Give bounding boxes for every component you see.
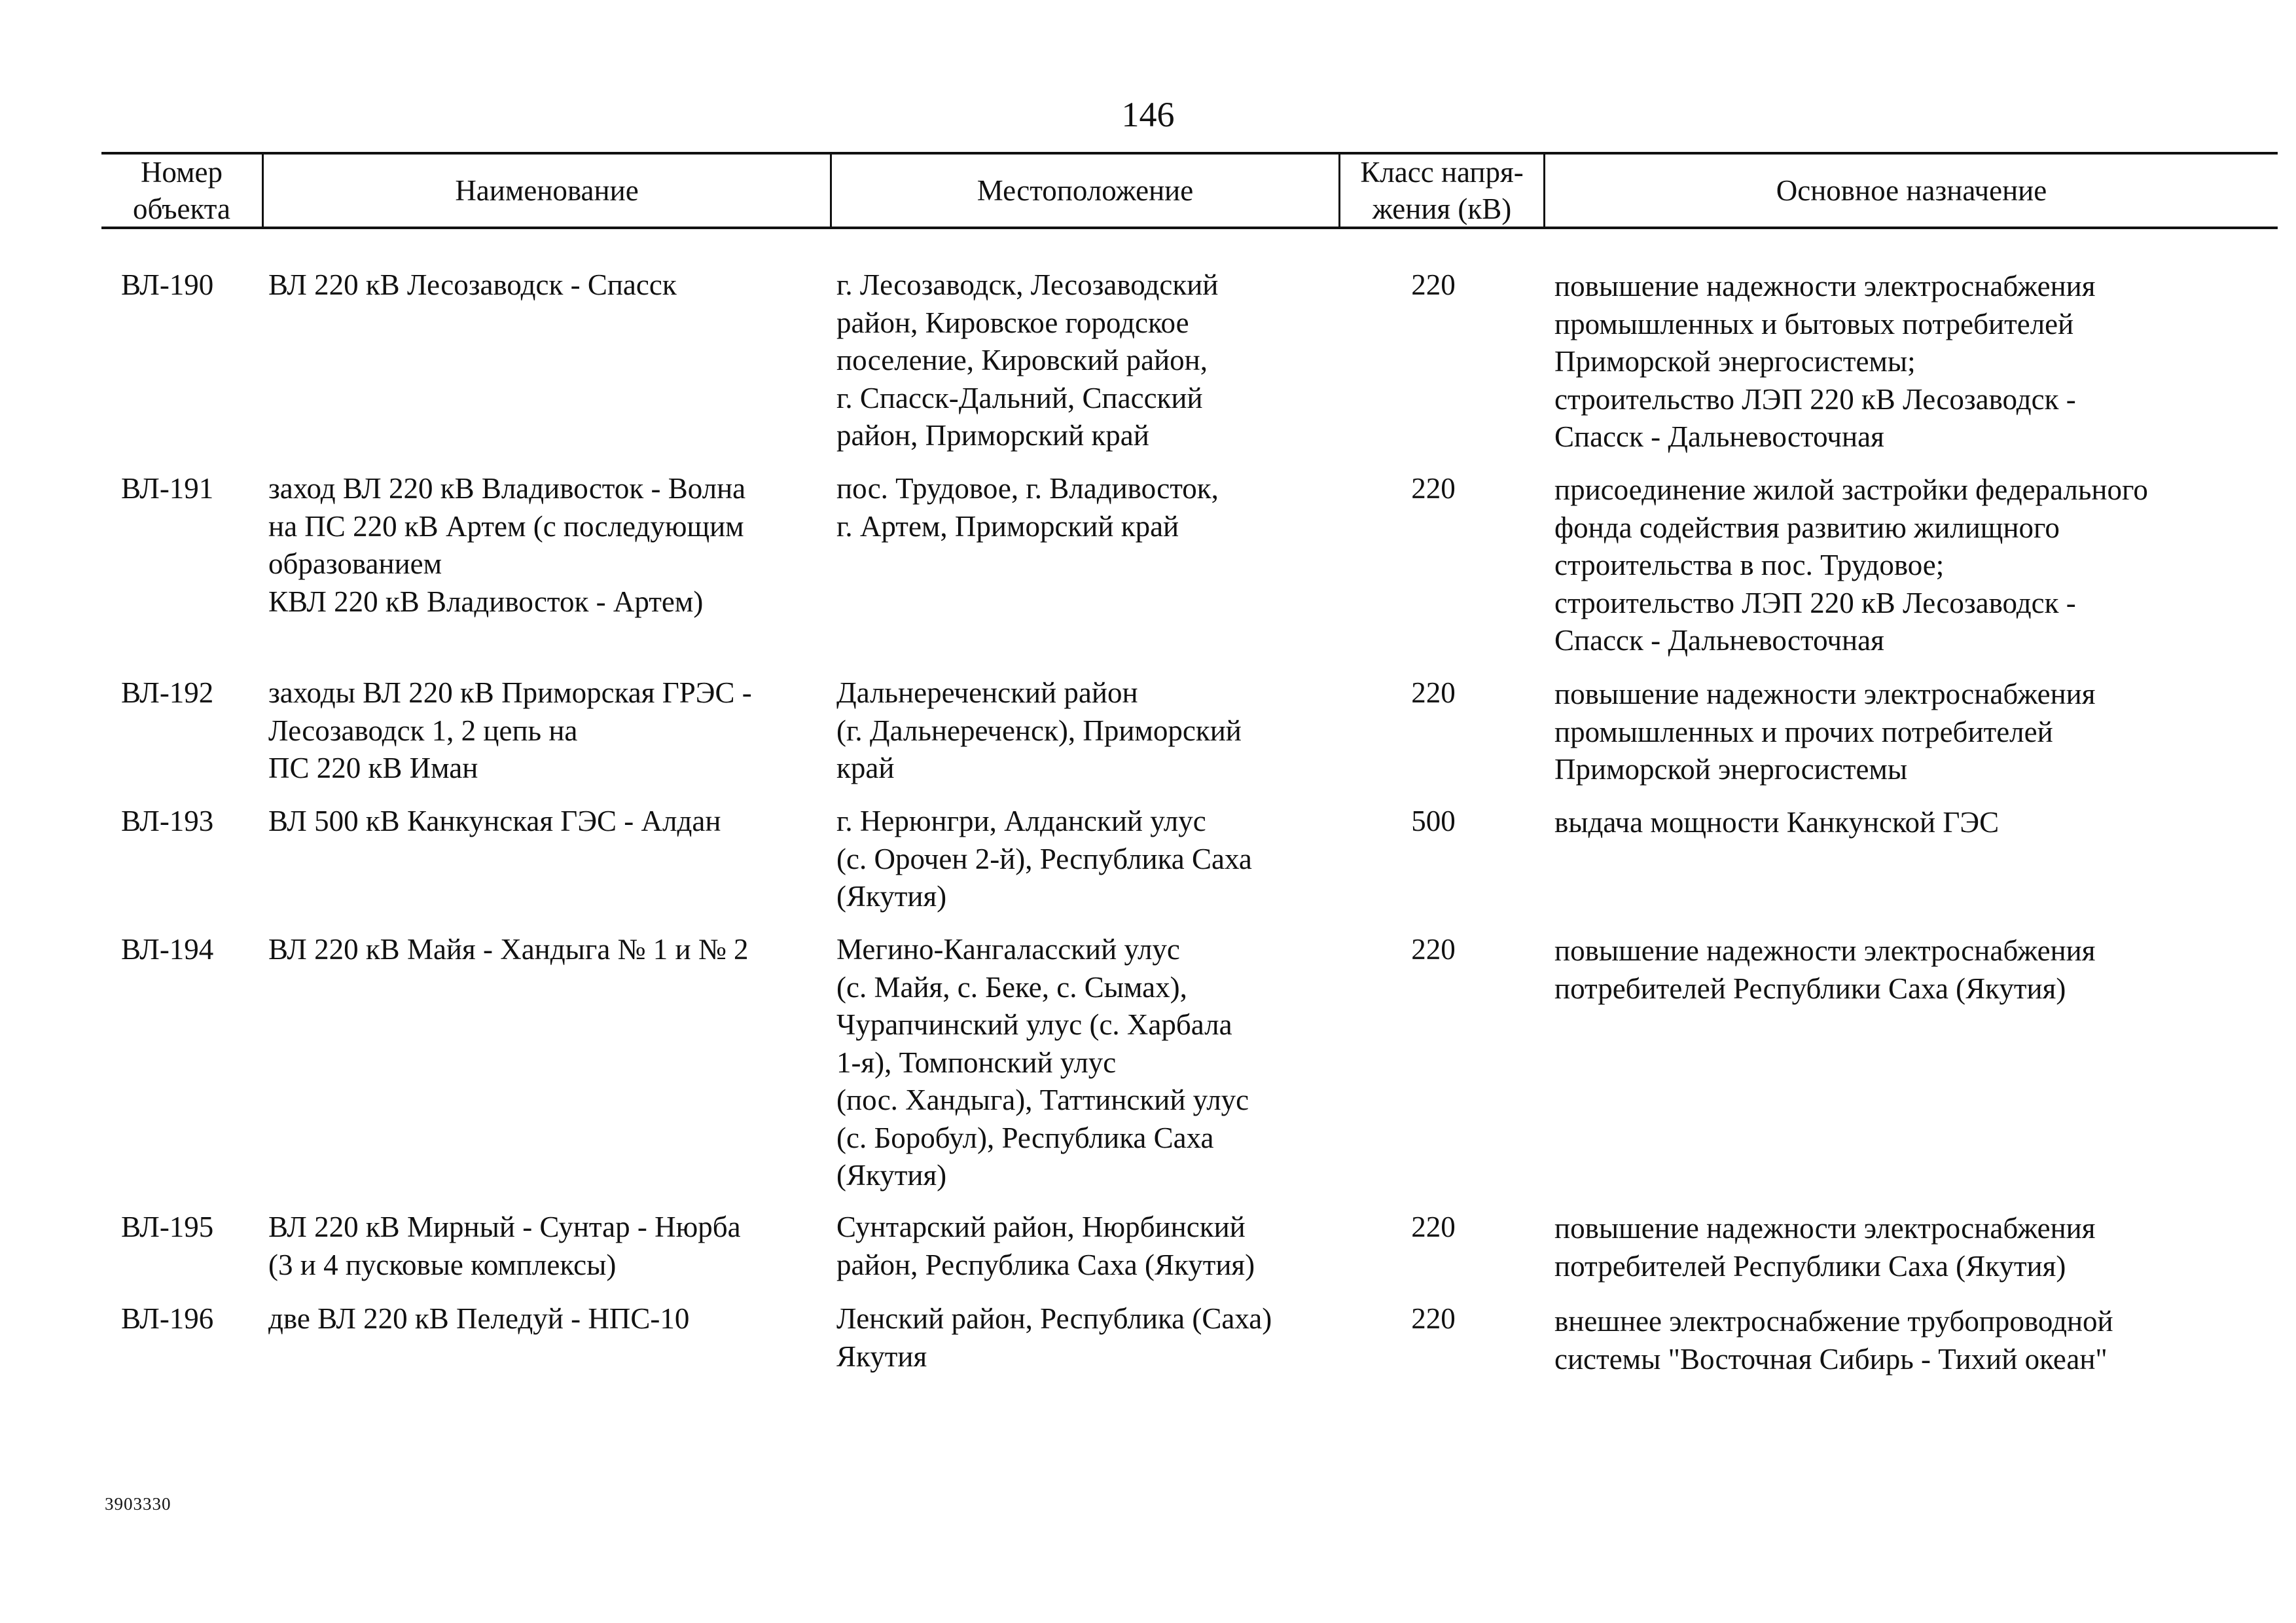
row-name: две ВЛ 220 кВ Пеледуй - НПС-10 <box>268 1302 690 1335</box>
row-name: ВЛ 220 кВ Лесозаводск - Спасск <box>268 268 677 301</box>
row-location: пос. Трудовое, г. Владивосток, г. Артем, Приморский край <box>836 472 1219 543</box>
row-purpose: внешнее электроснабжение трубопроводной системы "Восточная Сибирь - Тихий океан" <box>1554 1305 2113 1376</box>
row-number: ВЛ-195 <box>121 1211 214 1243</box>
row-purpose: присоединение жилой застройки федерального фонда содействия развитию жилищного строительства в пос. Трудовое; строительство ЛЭП 220 кВ Лесозаводск - Спасск - Дальневосточная <box>1554 473 2148 657</box>
row-purpose: повышение надежности электроснабжения промышленных и прочих потребителей Приморской энергосистемы <box>1554 678 2096 786</box>
header-number: Номер объекта <box>133 156 230 225</box>
row-name: заход ВЛ 220 кВ Владивосток - Волна на ПС 220 кВ Артем (с последующим образованием КВЛ 220 кВ Владивосток - Артем) <box>268 472 746 618</box>
row-location: Дальнереченский район (г. Дальнереченск), Приморский край <box>836 676 1242 784</box>
row-purpose: повышение надежности электроснабжения потребителей Республики Саха (Якутия) <box>1554 934 2096 1005</box>
row-location: Сунтарский район, Нюрбинский район, Республика Саха (Якутия) <box>836 1211 1255 1281</box>
header-location: Местоположение <box>977 174 1194 207</box>
row-number: ВЛ-194 <box>121 933 214 966</box>
row-name: ВЛ 220 кВ Мирный - Сунтар - Нюрба (3 и 4 пусковые комплексы) <box>268 1211 741 1281</box>
row-location: г. Нерюнгри, Алданский улус (с. Орочен 2-й), Республика Саха (Якутия) <box>836 805 1252 913</box>
row-purpose: повышение надежности электроснабжения промышленных и бытовых потребителей Приморской энергосистемы; строительство ЛЭП 220 кВ Лесозаводск - Спасск - Дальневосточная <box>1554 270 2096 453</box>
row-number: ВЛ-190 <box>121 268 214 301</box>
row-name: ВЛ 220 кВ Майя - Хандыга № 1 и № 2 <box>268 933 749 966</box>
header-purpose: Основное назначение <box>1776 174 2047 207</box>
row-number: ВЛ-196 <box>121 1302 214 1335</box>
document-code: 3903330 <box>105 1494 171 1514</box>
header-voltage-class: Класс напря- жения (кВ) <box>1360 156 1524 225</box>
row-voltage: 220 <box>1411 472 1456 505</box>
header-name: Наименование <box>455 174 639 207</box>
row-location: Мегино-Кангаласский улус (с. Майя, с. Беке, с. Сымах), Чурапчинский улус (с. Харбала 1-я), Томпонский улус (пос. Хандыга), Таттинский улус (с. Боробул), Республика Саха (Якутия) <box>836 933 1249 1192</box>
row-voltage: 500 <box>1411 805 1456 837</box>
row-name: заходы ВЛ 220 кВ Приморская ГРЭС - Лесозаводск 1, 2 цепь на ПС 220 кВ Иман <box>268 676 752 784</box>
row-number: ВЛ-192 <box>121 676 214 709</box>
row-voltage: 220 <box>1411 933 1456 966</box>
row-voltage: 220 <box>1411 1211 1456 1243</box>
page-number: 146 <box>1121 95 1175 134</box>
row-voltage: 220 <box>1411 676 1456 709</box>
row-number: ВЛ-193 <box>121 805 214 837</box>
row-number: ВЛ-191 <box>121 472 214 505</box>
row-voltage: 220 <box>1411 1302 1456 1335</box>
row-purpose: выдача мощности Канкунской ГЭС <box>1554 806 2000 839</box>
row-name: ВЛ 500 кВ Канкунская ГЭС - Алдан <box>268 805 721 837</box>
row-purpose: повышение надежности электроснабжения потребителей Республики Саха (Якутия) <box>1554 1212 2096 1283</box>
row-voltage: 220 <box>1411 268 1456 301</box>
row-location: Ленский район, Республика (Саха) Якутия <box>836 1302 1272 1373</box>
header-bottom-rule <box>101 227 2278 229</box>
row-location: г. Лесозаводск, Лесозаводский район, Кировское городское поселение, Кировский район, г. Спасск-Дальний, Спасский район, Приморский край <box>836 268 1219 452</box>
